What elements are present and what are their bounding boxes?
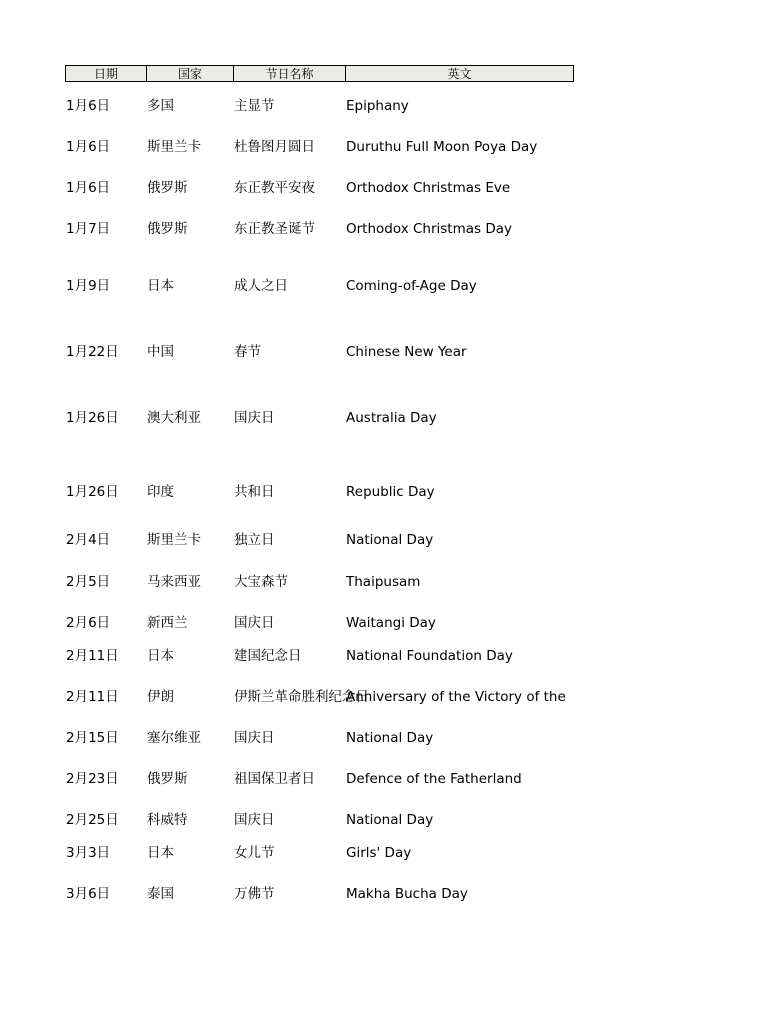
cell-english[interactable]: Australia Day xyxy=(346,410,437,426)
cell-country[interactable]: 俄罗斯 xyxy=(147,771,188,787)
table-header xyxy=(65,65,574,82)
cell-holiday-name[interactable]: 共和日 xyxy=(234,484,275,500)
table-row xyxy=(65,884,575,904)
cell-country[interactable]: 俄罗斯 xyxy=(147,180,188,196)
cell-english[interactable]: Duruthu Full Moon Poya Day xyxy=(346,139,538,155)
cell-english[interactable]: Orthodox Christmas Day xyxy=(346,221,512,237)
cell-english[interactable]: Girls' Day xyxy=(346,845,412,861)
cell-date[interactable]: 2月25日 xyxy=(66,812,119,828)
cell-holiday-name[interactable]: 东正教平安夜 xyxy=(234,180,315,196)
cell-country[interactable]: 印度 xyxy=(147,484,174,500)
cell-holiday-name[interactable]: 主显节 xyxy=(234,98,275,114)
table-row xyxy=(65,482,575,502)
cell-country[interactable]: 日本 xyxy=(147,278,174,294)
cell-holiday-name[interactable]: 伊斯兰革命胜利纪念日 xyxy=(234,689,369,705)
table-row xyxy=(65,178,575,198)
cell-date[interactable]: 2月11日 xyxy=(66,689,119,705)
table-row xyxy=(65,530,575,550)
table-row xyxy=(65,843,575,863)
cell-holiday-name[interactable]: 女儿节 xyxy=(234,845,275,861)
table-row xyxy=(65,408,575,428)
header-country[interactable]: 国家 xyxy=(147,66,234,81)
cell-country[interactable]: 马来西亚 xyxy=(147,574,201,590)
cell-date[interactable]: 1月6日 xyxy=(66,180,111,196)
cell-english[interactable]: Anniversary of the Victory of the xyxy=(346,689,566,705)
cell-english[interactable]: National Day xyxy=(346,730,434,746)
cell-country[interactable]: 斯里兰卡 xyxy=(147,532,201,548)
cell-date[interactable]: 1月22日 xyxy=(66,344,119,360)
cell-country[interactable]: 新西兰 xyxy=(147,615,188,631)
table-row xyxy=(65,572,575,592)
header-english[interactable]: 英文 xyxy=(447,67,472,81)
cell-date[interactable]: 1月26日 xyxy=(66,484,119,500)
table-row xyxy=(65,219,575,239)
table-row xyxy=(65,613,575,633)
cell-holiday-name[interactable]: 国庆日 xyxy=(234,730,275,746)
cell-holiday-name[interactable]: 万佛节 xyxy=(234,886,275,902)
cell-holiday-name[interactable]: 独立日 xyxy=(234,532,275,548)
cell-date[interactable]: 3月3日 xyxy=(66,845,111,861)
cell-date[interactable]: 2月15日 xyxy=(66,730,119,746)
cell-holiday-name[interactable]: 祖国保卫者日 xyxy=(234,771,315,787)
cell-date[interactable]: 2月4日 xyxy=(66,532,111,548)
table-row xyxy=(65,728,575,748)
cell-date[interactable]: 1月6日 xyxy=(66,139,111,155)
table-row xyxy=(65,810,575,830)
cell-date[interactable]: 1月6日 xyxy=(66,98,111,114)
cell-country[interactable]: 斯里兰卡 xyxy=(147,139,201,155)
header-holiday-name[interactable]: 节日名称 xyxy=(234,66,346,81)
cell-date[interactable]: 3月6日 xyxy=(66,886,111,902)
cell-holiday-name[interactable]: 成人之日 xyxy=(234,278,288,294)
cell-english[interactable]: National Foundation Day xyxy=(346,648,513,664)
cell-english[interactable]: National Day xyxy=(346,812,434,828)
cell-country[interactable]: 日本 xyxy=(147,845,174,861)
cell-english[interactable]: Orthodox Christmas Eve xyxy=(346,180,511,196)
cell-country[interactable]: 泰国 xyxy=(147,886,174,902)
table-row xyxy=(65,769,575,789)
cell-country[interactable]: 多国 xyxy=(147,98,174,114)
header-date[interactable]: 日期 xyxy=(66,66,147,81)
cell-english[interactable]: Republic Day xyxy=(346,484,435,500)
cell-country[interactable]: 澳大利亚 xyxy=(147,410,201,426)
cell-english[interactable]: Defence of the Fatherland xyxy=(346,771,522,787)
cell-holiday-name[interactable]: 杜鲁图月圆日 xyxy=(234,139,315,155)
cell-english[interactable]: Makha Bucha Day xyxy=(346,886,468,902)
cell-date[interactable]: 1月9日 xyxy=(66,278,111,294)
table-row xyxy=(65,96,575,116)
cell-date[interactable]: 2月11日 xyxy=(66,648,119,664)
cell-holiday-name[interactable]: 国庆日 xyxy=(234,615,275,631)
cell-date[interactable]: 2月6日 xyxy=(66,615,111,631)
table-row xyxy=(65,276,575,296)
cell-english[interactable]: National Day xyxy=(346,532,434,548)
cell-english[interactable]: Coming-of-Age Day xyxy=(346,278,477,294)
table-row xyxy=(65,687,575,707)
cell-date[interactable]: 1月7日 xyxy=(66,221,111,237)
cell-country[interactable]: 日本 xyxy=(147,648,174,664)
cell-country[interactable]: 俄罗斯 xyxy=(147,221,188,237)
cell-country[interactable]: 中国 xyxy=(147,344,174,360)
cell-english[interactable]: Epiphany xyxy=(346,98,409,114)
cell-holiday-name[interactable]: 国庆日 xyxy=(234,410,275,426)
cell-english[interactable]: Waitangi Day xyxy=(346,615,436,631)
cell-holiday-name[interactable]: 国庆日 xyxy=(234,812,275,828)
cell-date[interactable]: 1月26日 xyxy=(66,410,119,426)
cell-country[interactable]: 科威特 xyxy=(147,812,188,828)
cell-country[interactable]: 塞尔维亚 xyxy=(147,730,201,746)
cell-holiday-name[interactable]: 大宝森节 xyxy=(234,574,288,590)
table-row xyxy=(65,137,575,157)
cell-holiday-name[interactable]: 春节 xyxy=(234,344,261,360)
cell-english[interactable]: Thaipusam xyxy=(346,574,421,590)
cell-date[interactable]: 2月5日 xyxy=(66,574,111,590)
table-row xyxy=(65,342,575,362)
cell-date[interactable]: 2月23日 xyxy=(66,771,119,787)
cell-holiday-name[interactable]: 建国纪念日 xyxy=(234,648,302,664)
cell-country[interactable]: 伊朗 xyxy=(147,689,174,705)
cell-english[interactable]: Chinese New Year xyxy=(346,344,467,360)
table-row xyxy=(65,646,575,666)
cell-holiday-name[interactable]: 东正教圣诞节 xyxy=(234,221,315,237)
